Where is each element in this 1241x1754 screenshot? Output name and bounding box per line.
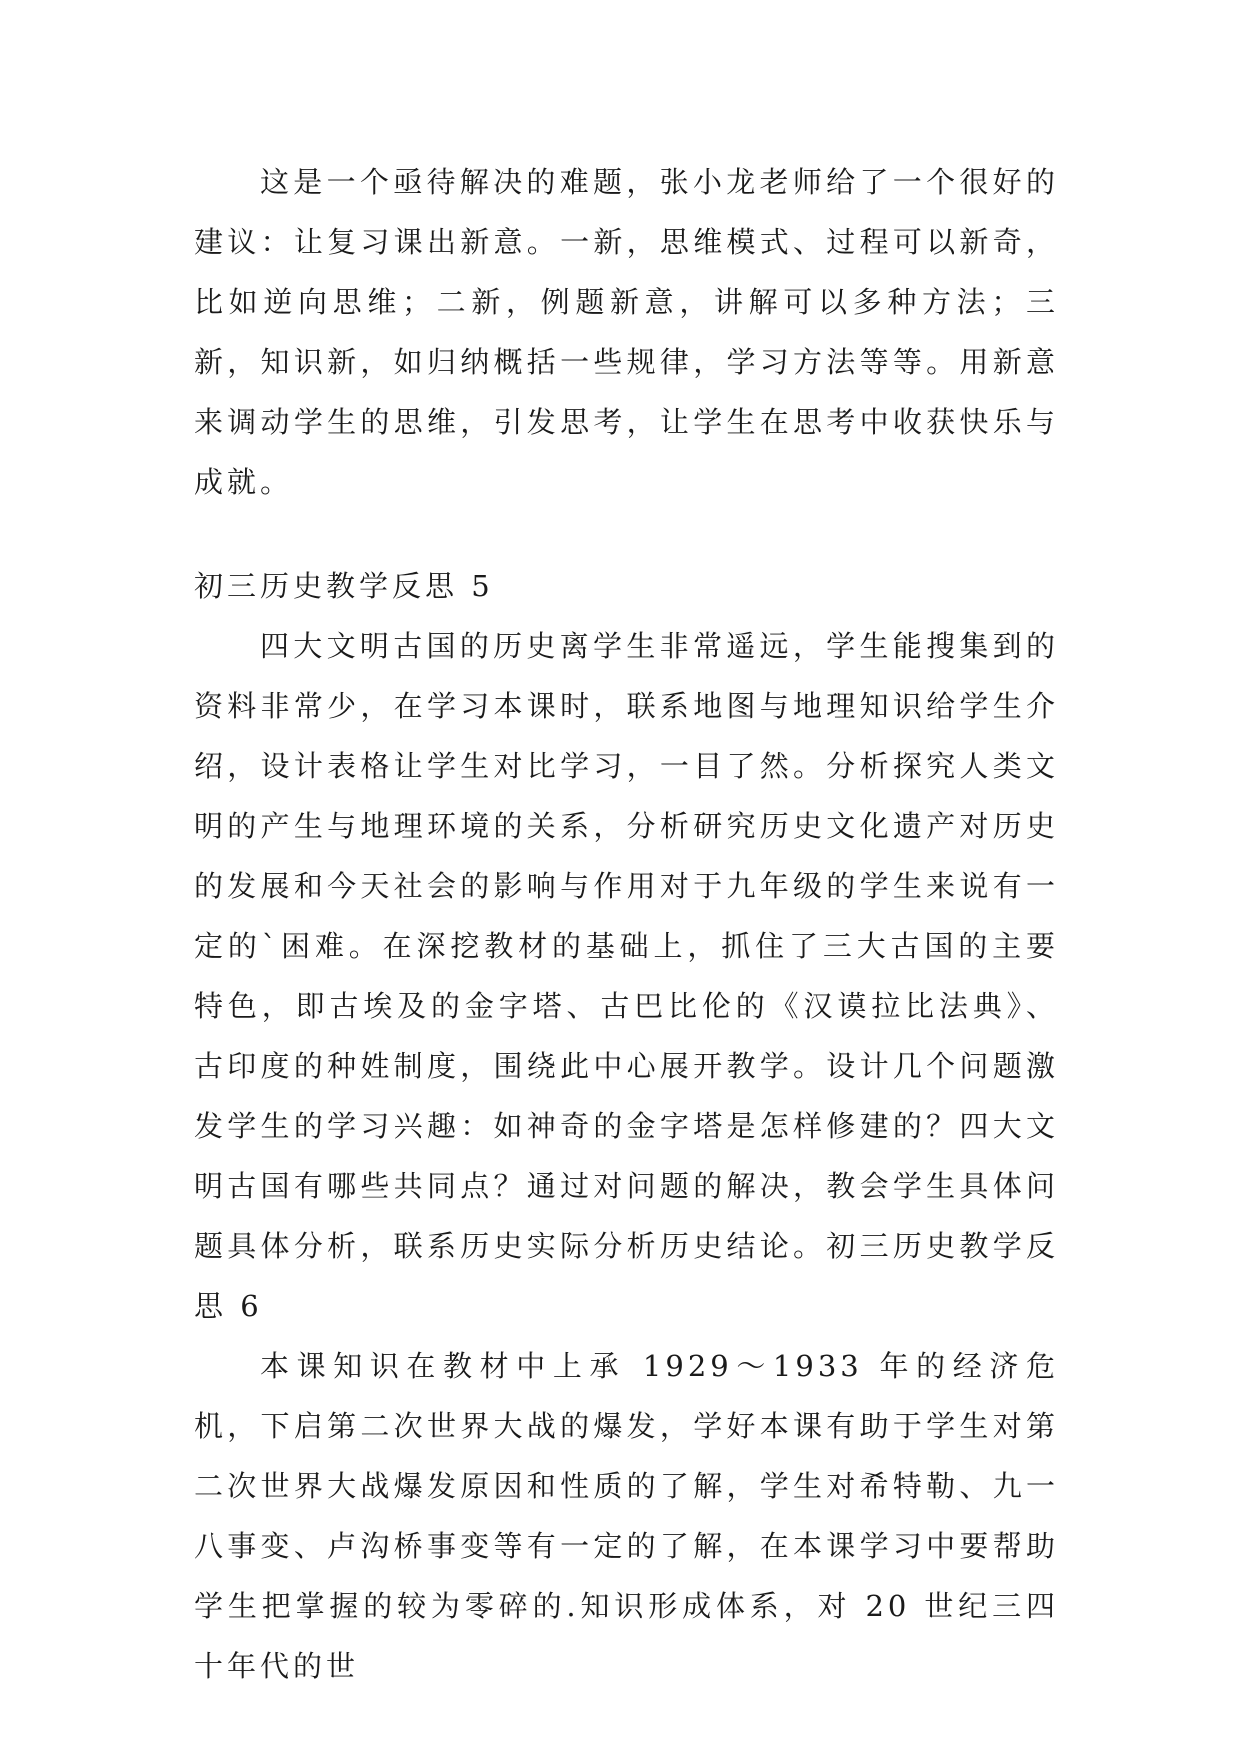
document-body: [194, 152, 1059, 1696]
paragraph-gap: [194, 512, 1059, 556]
section-heading-reflection-5: 初三历史教学反思 5: [194, 569, 494, 603]
paragraph-world-war-two: 本课知识在教材中上承 1929～1933 年的经济危机，下启第二次世界大战的爆发，学好本课有助于学生对第二次世界大战爆发原因和性质的了解，学生对希特勒、九一八事变、卢沟桥事变等有一定的了解，在本课学习中要帮助学生把掌握的较为零碎的.知识形成体系，对 20 世纪三四十年代的世: [194, 1349, 1059, 1683]
paragraph-ancient-civilizations: 四大文明古国的历史离学生非常遥远，学生能搜集到的资料非常少，在学习本课时，联系地图与地理知识给学生介绍，设计表格让学生对比学习，一目了然。分析探究人类文明的产生与地理环境的关系，分析研究历史文化遗产对历史的发展和今天社会的影响与作用对于九年级的学生来说有一定的`困难。在深挖教材的基础上，抓住了三大古国的主要特色，即古埃及的金字塔、古巴比伦的《汉谟拉比法典》、古印度的种姓制度，围绕此中心展开教学。设计几个问题激发学生的学习兴趣：如神奇的金字塔是怎样修建的？四大文明古国有哪些共同点？通过对问题的解决，教会学生具体问题具体分析，联系历史实际分析历史结论。初三历史教学反思 6: [194, 629, 1059, 1323]
paragraph-review-class: 这是一个亟待解决的难题，张小龙老师给了一个很好的建议：让复习课出新意。一新，思维模式、过程可以新奇，比如逆向思维；二新，例题新意，讲解可以多种方法；三新，知识新，如归纳概括一些规律，学习方法等等。用新意来调动学生的思维，引发思考，让学生在思考中收获快乐与成就。: [194, 165, 1059, 499]
